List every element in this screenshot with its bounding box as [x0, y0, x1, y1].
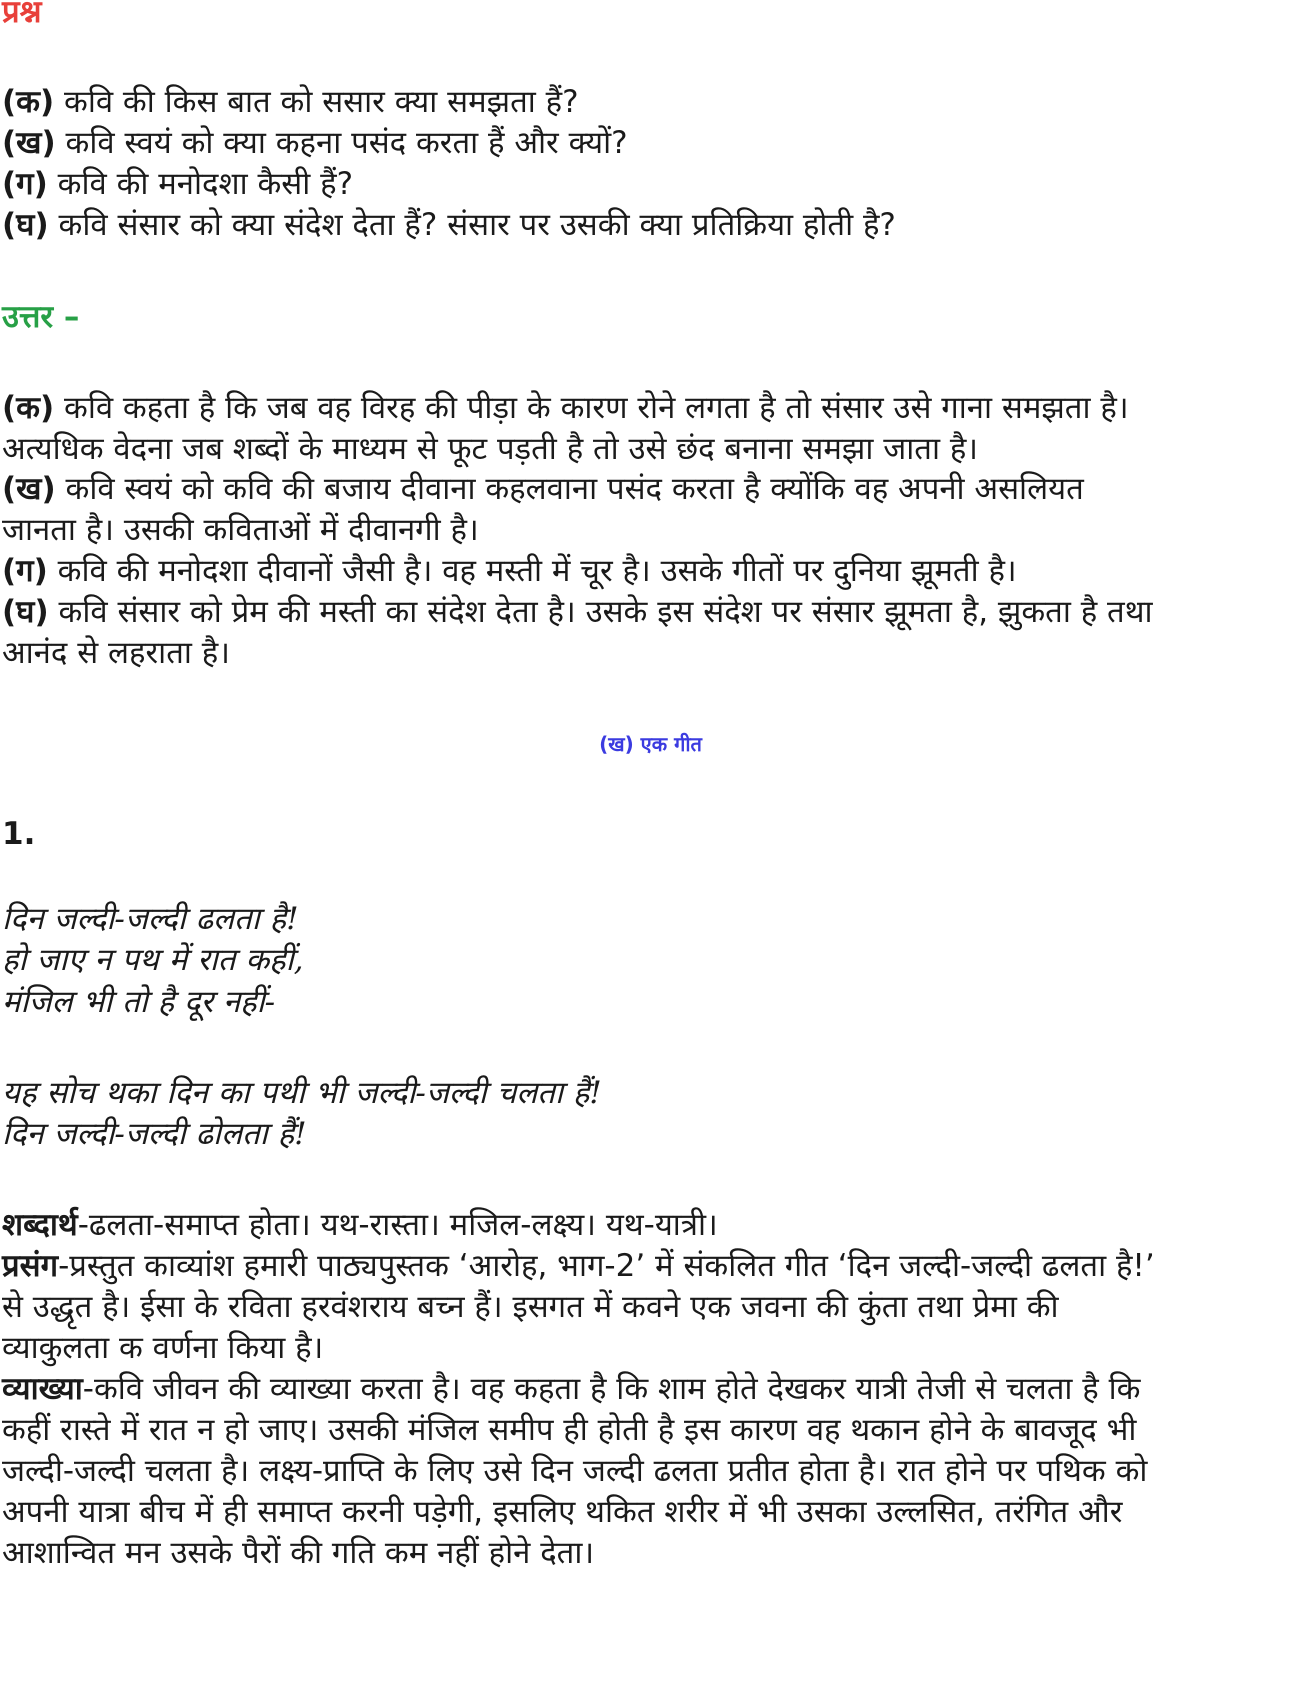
- question-label: (ख): [2, 125, 56, 161]
- questions-heading: प्रश्न: [2, 0, 42, 30]
- answer-label: (घ): [2, 594, 49, 630]
- prasang-label: प्रसंग: [2, 1248, 59, 1284]
- answers-heading: उत्तर –: [2, 299, 80, 335]
- vyakhya-cont: आशान्वित मन उसके पैरों की गति कम नहीं होने देता।: [2, 1535, 595, 1571]
- vyakhya-text: -कवि जीवन की व्याख्या करता है। वह कहता है कि शाम होते देखकर यात्री तेजी से चलता है कि: [82, 1371, 1141, 1407]
- prasang: [2, 1246, 1155, 1286]
- poem-line: मंजिल भी तो है दूर नहीं-: [2, 984, 276, 1020]
- vyakhya-label: व्याख्या: [2, 1371, 83, 1407]
- question-label: (ग): [2, 166, 48, 202]
- shabdarth: [2, 1205, 718, 1245]
- question-text: कवि की किस बात को ससार क्या समझता हैं?: [54, 84, 579, 120]
- answer-kha: [2, 469, 1084, 509]
- question-text: कवि संसार को क्या संदेश देता हैं? संसार पर उसकी क्या प्रतिक्रिया होती है?: [48, 207, 896, 243]
- question-gha: [2, 205, 896, 245]
- vyakhya-cont: जल्दी-जल्दी चलता है। लक्ष्य-प्राप्ति के लिए उसे दिन जल्दी ढलता प्रतीत होता है। रात होने पर पथिक को: [2, 1453, 1148, 1489]
- question-kha: [2, 123, 628, 163]
- poem-line: यह सोच थका दिन का पथी भी जल्दी-जल्दी चलता हैं!: [2, 1075, 602, 1111]
- answer-text: कवि स्वयं को कवि की बजाय दीवाना कहलवाना पसंद करता है क्योंकि वह अपनी असलियत: [55, 471, 1084, 507]
- section-number: 1.: [2, 816, 36, 852]
- vyakhya-cont: अपनी यात्रा बीच में ही समाप्त करनी पड़ेगी, इसलिए थकित शरीर में भी उसका उल्लसित, तरंगित और: [2, 1494, 1123, 1530]
- question-label: (घ): [2, 207, 49, 243]
- answer-text: कवि कहता है कि जब वह विरह की पीड़ा के कारण रोने लगता है तो संसार उसे गाना समझता है।: [54, 390, 1129, 426]
- question-text: कवि स्वयं को क्या कहना पसंद करता हैं और क्यों?: [55, 125, 628, 161]
- section-title: (ख) एक गीत: [599, 732, 702, 756]
- answer-label: (ग): [2, 553, 48, 589]
- answer-ga: [2, 551, 1017, 591]
- answer-text: कवि संसार को प्रेम की मस्ती का संदेश देता है। उसके इस संदेश पर संसार झूमता है, झुकता है तथा: [48, 594, 1153, 630]
- vyakhya-cont: कहीं रास्ते में रात न हो जाए। उसकी मंजिल समीप ही होती है इस कारण वह थकान होने के बावजूद भी: [2, 1412, 1137, 1448]
- poem-line: दिन जल्दी-जल्दी ढोलता हैं!: [2, 1116, 307, 1152]
- prasang-text: -प्रस्तुत काव्यांश हमारी पाठ्यपुस्तक ‘आरोह, भाग-2’ में संकलित गीत ‘दिन जल्दी-जल्दी ढलता है!’: [58, 1248, 1155, 1284]
- answer-kha-cont: जानता है। उसकी कविताओं में दीवानगी है।: [2, 512, 479, 548]
- answer-gha: [2, 592, 1153, 632]
- answer-ka-cont: अत्यधिक वेदना जब शब्दों के माध्यम से फूट पड़ती है तो उसे छंद बनाना समझा जाता है।: [2, 431, 979, 467]
- answer-label: (ख): [2, 471, 56, 507]
- question-ga: [2, 164, 353, 204]
- answer-text: कवि की मनोदशा दीवानों जैसी है। वह मस्ती में चूर है। उसके गीतों पर दुनिया झूमती है।: [47, 553, 1017, 589]
- shabdarth-text: -ढलता-समाप्त होता। यथ-रास्ता। मजिल-लक्ष्य। यथ-यात्री।: [77, 1207, 718, 1243]
- answer-gha-cont: आनंद से लहराता है।: [2, 635, 230, 671]
- shabdarth-label: शब्दार्थ: [2, 1207, 78, 1243]
- question-ka: [2, 82, 579, 122]
- prasang-cont: व्याकुलता क वर्णना किया है।: [2, 1330, 324, 1366]
- question-text: कवि की मनोदशा कैसी हैं?: [47, 166, 354, 202]
- answer-label: (क): [2, 390, 55, 426]
- prasang-cont: से उद्धृत है। ईसा के रविता हरवंशराय बच्न हैं। इसगत में कवने एक जवना की कुंता तथा प्रेमा की: [2, 1289, 1059, 1325]
- answer-ka: [2, 388, 1129, 428]
- poem-line: हो जाए न पथ में रात कहीं,: [2, 942, 304, 978]
- question-label: (क): [2, 84, 55, 120]
- vyakhya: [2, 1369, 1140, 1409]
- poem-line: दिन जल्दी-जल्दी ढलता है!: [2, 901, 299, 937]
